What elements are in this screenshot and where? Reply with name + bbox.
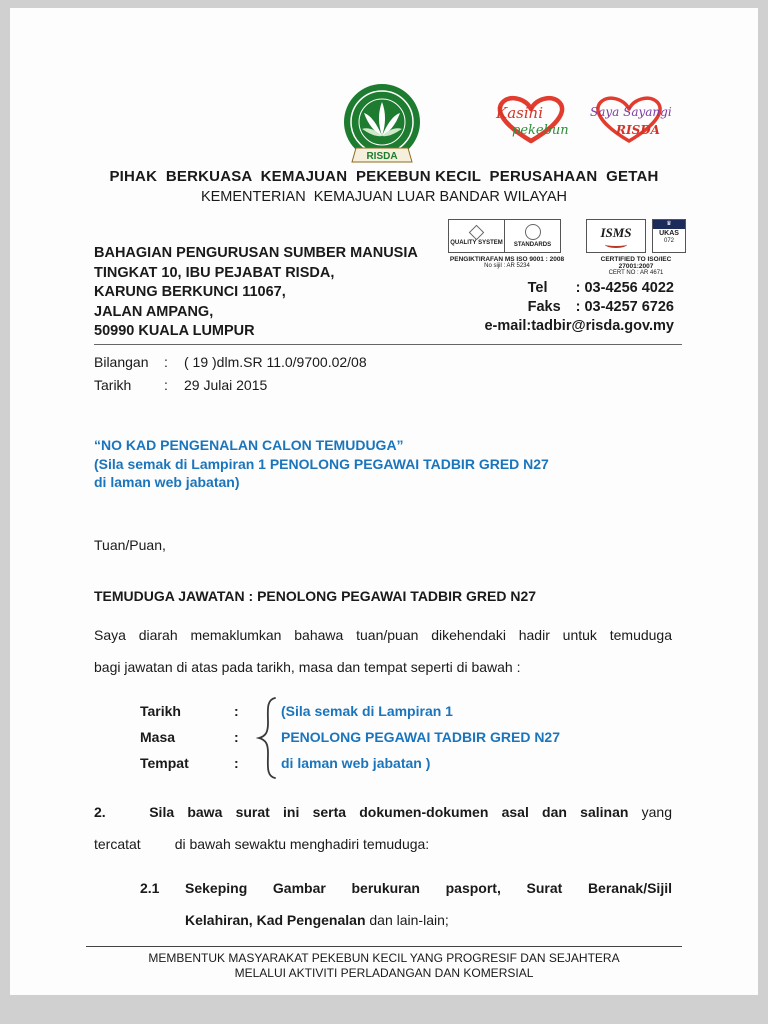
brace-icon: [256, 695, 278, 781]
reference-block: [94, 351, 367, 396]
saya-sayangi-text: Saya Sayangi: [590, 105, 672, 119]
address-line: KARUNG BERKUNCI 11067,: [94, 284, 286, 300]
address-line: 50990 KUALA LUMPUR: [94, 323, 255, 339]
section-2-line1: [94, 796, 672, 828]
item-number: 2.1: [140, 880, 160, 896]
contact-block: [484, 279, 674, 336]
section-2-rest: di bawah sewaktu menghadiri temuduga:: [174, 836, 430, 852]
notice-line3: di laman web jabatan): [94, 474, 240, 490]
bilangan-value: ( 19 )dlm.SR 11.0/9700.02/08: [184, 354, 367, 370]
colon: :: [234, 755, 239, 771]
faks-value: : 03-4257 6726: [575, 299, 674, 315]
colon: :: [164, 376, 168, 393]
schedule-label: Masa: [140, 729, 176, 745]
item-line2-normal: dan lain-lain;: [369, 912, 449, 928]
tel-value: : 03-4256 4022: [575, 280, 674, 296]
colon: :: [164, 354, 168, 370]
faks-row: [484, 298, 674, 317]
crown-icon: ♛: [653, 220, 685, 229]
tarikh-label: Tarikh: [94, 376, 132, 393]
salutation: Tuan/Puan,: [94, 537, 166, 553]
standards-label: STANDARDS: [513, 241, 552, 248]
saya-risda-text: RISDA: [616, 123, 660, 137]
letter-page: [10, 8, 758, 995]
item-line2-bold: Kelahiran, Kad Pengenalan: [185, 912, 366, 928]
schedule-row-tarikh: [140, 698, 560, 724]
body-line2: bagi jawatan di atas pada tarikh, masa dan tempat seperti di bawah :: [94, 659, 521, 675]
item-line1: Sekeping Gambar berukuran pasport, Surat Beranak/Sijil: [185, 880, 672, 896]
tarikh-value: 29 Julai 2015: [184, 376, 268, 393]
colon: :: [234, 729, 239, 745]
ukas-number: 072: [663, 238, 674, 244]
section-2-1-item: [140, 872, 672, 936]
item-text: [185, 872, 672, 936]
iso-cert-line1: PENGIKTIRAFAN MS ISO 9001 : 2008: [449, 256, 565, 263]
address-line: TINGKAT 10, IBU PEJABAT RISDA,: [94, 264, 335, 281]
bilangan-label: Bilangan: [94, 354, 149, 370]
notice-line1: “NO KAD PENGENALAN CALON TEMUDUGA”: [94, 437, 404, 453]
quality-system-badge: [448, 219, 505, 253]
schedule-value: di laman web jabatan ): [281, 755, 431, 771]
footer-line2: MELALUI AKTIVITI PERLADANGAN DAN KOMERSIAL: [234, 965, 534, 980]
subject-line: TEMUDUGA JAWATAN : PENOLONG PEGAWAI TADBIR GRED N27: [94, 588, 537, 604]
standards-badge: [504, 219, 561, 253]
section-2-bold-text: Sila bawa surat ini serta dokumen-dokumen asal dan salinan: [149, 804, 629, 820]
ukas-badge: [652, 219, 686, 253]
kasihi-text: Kasihi: [496, 104, 544, 122]
isms-label: ISMS: [600, 224, 632, 240]
footer-motto: [86, 946, 682, 980]
isms-cert-line1: CERTIFIED TO ISO/IEC 27001:2007: [600, 256, 672, 270]
swoosh-icon: [605, 241, 627, 248]
schedule-row-masa: [140, 724, 560, 750]
item-line2: [185, 904, 672, 936]
body-line1: Saya diarah memaklumkan bahawa tuan/puan dikehendaki hadir untuk temuduga: [94, 627, 672, 643]
iso-badge-group: [448, 219, 566, 277]
address-line: BAHAGIAN PENGURUSAN SUMBER MANUSIA: [94, 245, 418, 261]
ministry-name: KEMENTERIAN KEMAJUAN LUAR BANDAR WILAYAH: [200, 189, 568, 205]
bilangan-row: [94, 351, 367, 374]
quality-system-label: QUALITY SYSTEM: [450, 239, 503, 246]
schedule-value: PENOLONG PEGAWAI TADBIR GRED N27: [281, 729, 560, 745]
kasihi-pekebun-logo: [484, 94, 578, 148]
saya-sayangi-risda-logo: [580, 94, 678, 148]
schedule-row-tempat: [140, 750, 560, 776]
schedule-label: Tarikh: [140, 703, 181, 719]
risda-logo: [340, 82, 424, 174]
colon: :: [234, 703, 239, 719]
email-text: e-mail:tadbir@risda.gov.my: [484, 318, 674, 334]
notice-line2: (Sila semak di Lampiran 1 PENOLONG PEGAWAI TADBIR GRED N27: [94, 455, 549, 472]
schedule-block: [140, 698, 560, 776]
pekebun-text: pekebun: [512, 123, 569, 138]
section-2-word: tercatat: [94, 836, 141, 852]
seal-icon: [525, 224, 541, 240]
iso-cert-line2: No sijil : AR 5234: [484, 263, 530, 269]
section-2-tail: yang: [641, 804, 672, 820]
letterhead-title: [10, 168, 758, 205]
certification-badges: [448, 219, 686, 277]
section-number: 2.: [94, 804, 106, 820]
schedule-label: Tempat: [140, 755, 189, 771]
isms-badge-group: [586, 219, 686, 277]
schedule-value: (Sila semak di Lampiran 1: [281, 703, 453, 719]
authority-name: PIHAK BERKUASA KEMAJUAN PEKEBUN KECIL PERUSAHAAN GETAH: [109, 168, 659, 185]
isms-badge: [586, 219, 646, 253]
isms-cert-line2: CERT NO : AR 4671: [608, 270, 664, 276]
body-paragraph: [94, 619, 672, 683]
section-2-paragraph: [94, 796, 672, 860]
faks-label: Faks: [527, 299, 561, 315]
header-divider: [94, 344, 682, 345]
footer-line1: MEMBENTUK MASYARAKAT PEKEBUN KECIL YANG PROGRESIF DAN SEJAHTERA: [148, 951, 620, 965]
address-block: [94, 244, 418, 342]
ukas-label: UKAS: [659, 230, 679, 237]
tel-row: [484, 279, 674, 298]
risda-banner-text: RISDA: [366, 151, 398, 162]
tel-label: Tel: [527, 280, 548, 296]
address-line: JALAN AMPANG,: [94, 303, 214, 320]
diamond-icon: [469, 224, 485, 240]
section-2-line2: [94, 828, 672, 860]
tarikh-row: [94, 374, 367, 397]
notice-block: [94, 436, 549, 492]
